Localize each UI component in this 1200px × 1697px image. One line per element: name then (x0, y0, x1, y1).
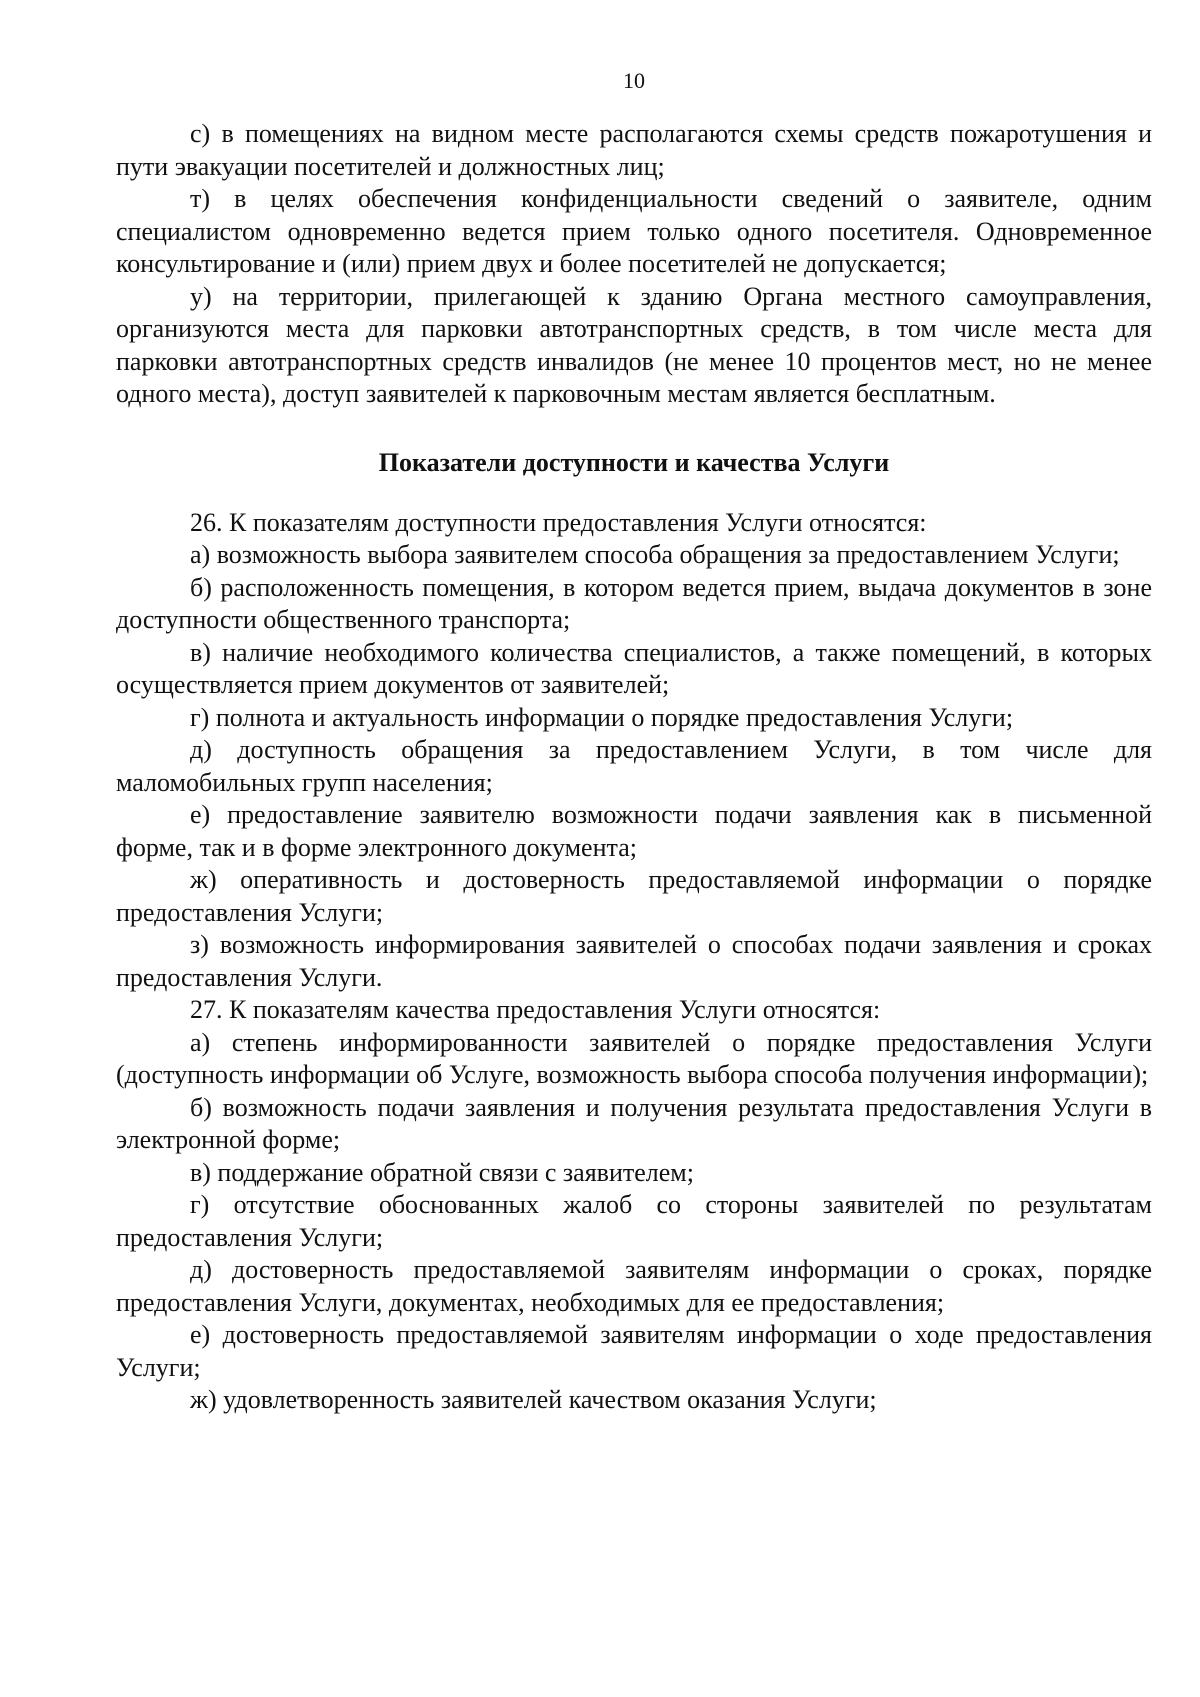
paragraph-27-zh: ж) удовлетворенность заявителей качеством оказания Услуги; (190, 1385, 877, 1414)
paragraph-27-e: е) достоверность предоставляемой заявителям информации о ходе предоставления Услуги; (116, 1320, 1152, 1382)
paragraph-item-t: т) в целях обеспечения конфиденциальности сведений о заявителе, одним специалистом одновременно ведется прием только одного посетителя. Одновременное консультирование и (или) прием двух и более посетителей не допускается; (116, 184, 1152, 278)
paragraph-27-g: г) отсутствие обоснованных жалоб со стороны заявителей по результатам предоставления Услуги; (116, 1190, 1152, 1252)
paragraph-26-zh: ж) оперативность и достоверность предоставляемой информации о порядке предоставления Услуги; (116, 865, 1152, 927)
paragraph-26-g: г) полнота и актуальность информации о порядке предоставления Услуги; (190, 702, 1014, 732)
paragraph-26-b: б) расположенность помещения, в котором ведется прием, выдача документов в зоне доступности общественного транспорта; (116, 572, 1152, 634)
paragraph-26-e: е) предоставление заявителю возможности подачи заявления как в письменной форме, так и в форме электронного документа; (116, 800, 1152, 862)
paragraph-26-d: д) доступность обращения за предоставлением Услуги, в том числе для маломобильных групп населения; (116, 735, 1152, 797)
paragraph-27-a: а) степень информированности заявителей о порядке предоставления Услуги (доступность информации об Услуге, возможность выбора способа получения информации); (116, 1027, 1152, 1089)
paragraph-27-d: д) достоверность предоставляемой заявителям информации о сроках, порядке предоставления Услуги, документах, необходимых для ее предоставления; (116, 1255, 1152, 1317)
paragraph-27-b: б) возможность подачи заявления и получения результата предоставления Услуги в электронной форме; (116, 1092, 1152, 1154)
section-heading: Показатели доступности и качества Услуги (378, 447, 890, 477)
paragraph-item-u: у) на территории, прилегающей к зданию Органа местного самоуправления, организуются места для парковки автотранспортных средств, в том числе места для парковки автотранспортных средств инвалидов (не менее 10 процентов мест, но не менее одного места), доступ заявителей к парковочным местам является бесплатным. (116, 281, 1152, 408)
document-body (116, 118, 1152, 1417)
paragraph-27-v: в) поддержание обратной связи с заявителем; (190, 1157, 694, 1187)
paragraph-26-z: з) возможность информирования заявителей о способах подачи заявления и сроках предоставления Услуги. (116, 930, 1152, 992)
paragraph-26-v: в) наличие необходимого количества специалистов, а также помещений, в которых осуществляется прием документов от заявителей; (116, 637, 1152, 699)
paragraph-26-intro: 26. К показателям доступности предоставления Услуги относятся: (190, 507, 927, 537)
page-number: 10 (623, 68, 645, 93)
paragraph-26-a: а) возможность выбора заявителем способа обращения за предоставлением Услуги; (190, 540, 1120, 569)
paragraph-item-s: с) в помещениях на видном месте располагаются схемы средств пожаротушения и пути эвакуации посетителей и должностных лиц; (116, 119, 1152, 181)
paragraph-27-intro: 27. К показателям качества предоставления Услуги относятся: (190, 995, 881, 1024)
